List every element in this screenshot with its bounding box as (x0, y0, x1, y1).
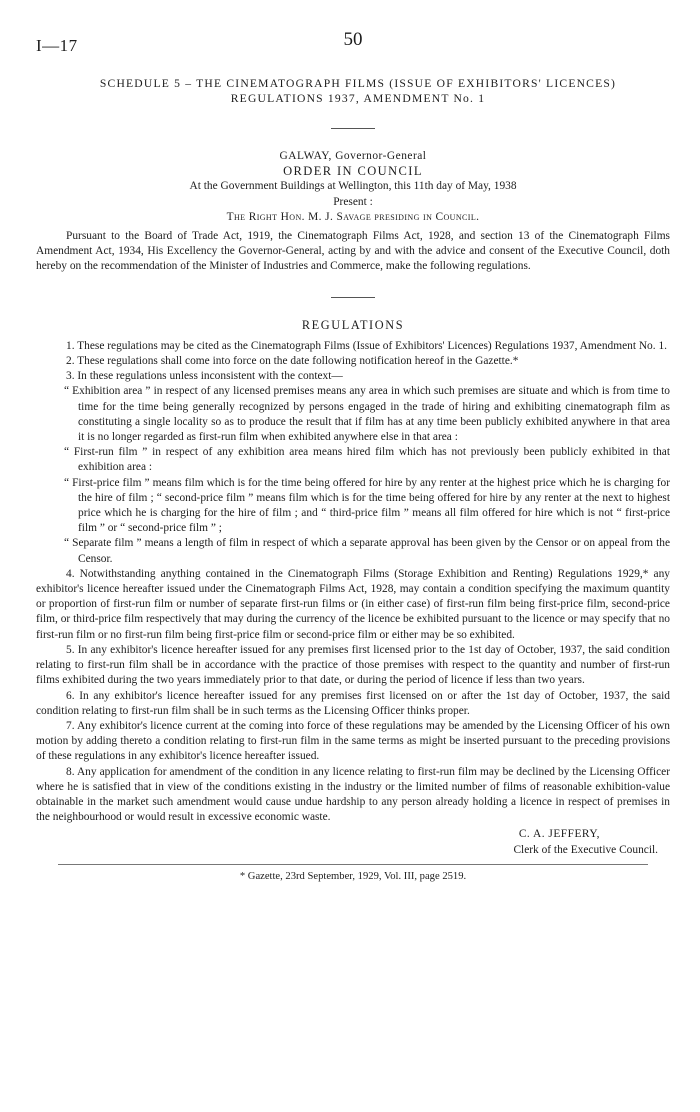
signature-name: C. A. JEFFERY, (518, 828, 600, 841)
definition-exhibition-area: “ Exhibition area ” in respect of any licensed premises means any area in which such premises are situate and which is from time to time for the time being generally recognized by persons engaged in the trade of hiring and exhibiting cinematograph film as constituting a single locality so as to produce the result that if film has at any time been publicly exhibited anywhere in that area it is no longer regarded as first-run film when exhibited anywhere else in that area : (64, 385, 670, 444)
governor-line: GALWAY, Governor-General (279, 150, 427, 162)
footnote: * Gazette, 23rd September, 1929, Vol. III, page 2519. (239, 870, 467, 882)
footnote-divider (58, 864, 648, 865)
schedule-title (36, 76, 670, 106)
regulations-heading: REGULATIONS (301, 317, 405, 332)
place-date-line: At the Government Buildings at Wellington, this 11th day of May, 1938 (189, 180, 517, 193)
regulation-4: 4. Notwithstanding anything contained in the Cinematograph Films (Storage Exhibition and Renting) Regulations 1929,* any exhibitor's licence hereafter issued under the Cinematograph Films Act, 1928, may contain a condition specifying the maximum quantity or proportion of first-run film or number of separate first-run films or (in either case) of first-run film being first-price film, second-price film, or third-price film respectively that may during the currency of the licence be exhibited pursuant to the licence or may specify that no first-run film or no first-run film being first-price film or second-price film or either may be so exhibited. (36, 567, 670, 641)
divider (331, 297, 375, 298)
schedule-title-line-1: SCHEDULE 5 – THE CINEMATOGRAPH FILMS (ISSUE OF EXHIBITORS' LICENCES) (99, 77, 617, 90)
regulation-3: 3. In these regulations unless inconsistent with the context— (66, 370, 343, 383)
regulation-2: 2. These regulations shall come into force on the date following notification hereof in the Gazette.* (66, 355, 519, 368)
order-heading: ORDER IN COUNCIL (283, 164, 423, 179)
divider (331, 128, 375, 129)
page-header (36, 29, 670, 68)
signature-title: Clerk of the Executive Council. (513, 843, 658, 856)
preamble-paragraph: Pursuant to the Board of Trade Act, 1919, the Cinematograph Films Act, 1928, and section 13 of the Cinematograph Films Amendment Act, 1934, His Excellency the Governor-General, acting by and with the advice and consent of the Executive Council, doth hereby on the recommendation of the Minister of Industries and Commerce, make the following regulations. (36, 230, 670, 273)
regulation-5: 5. In any exhibitor's licence hereafter issued for any premises first licensed prior to the 1st day of October, 1937, the said condition relating to first-run film shall be in accordance with the practice of those premises with respect to the quantity and number of first-run films exhibited during the two years immediately prior to that date, or during the period of licence if less than two years. (36, 643, 670, 687)
regulation-1: 1. These regulations may be cited as the Cinematograph Films (Issue of Exhibitors' Licences) Regulations 1937, Amendment No. 1. (66, 339, 667, 352)
definition-first-run-film: “ First-run film ” in respect of any exhibition area means hired film which has not previously been publicly exhibited in that exhibition area : (64, 446, 670, 474)
presiding-line: The Right Hon. M. J. Savage presiding in Council. (226, 210, 480, 223)
regulation-8: 8. Any application for amendment of the condition in any licence relating to first-run film may be declined by the Licensing Officer where he is satisfied that in view of the conditions existing in the industry or the limited number of films of reasonable exhibition-value obtainable in the market such amendment would cause undue hardship to any person already holding a licence in respect of premises in the neighbourhood or would result in excessive economic waste. (36, 765, 670, 824)
definition-first-price-film: “ First-price film ” means film which is for the time being offered for hire by any renter at the highest price which he is charging for the hire of film ; “ second-price film ” means film which is for the time being offered for hire by any renter at the next to highest price which he is charging for the hire of film ; and “ third-price film ” means all film offered for hire which is not “ first-price film ” or “ second-price film ” ; (64, 476, 670, 535)
page-reference: I—17 (36, 36, 78, 55)
page-number: 50 (343, 29, 363, 50)
regulation-7: 7. Any exhibitor's licence current at the coming into force of these regulations may be amended by the Licensing Officer of his own motion by adding thereto a condition relating to first-run film in the same terms as might be inserted pursuant to the preceding provisions of these regulations in any exhibitor's licence hereafter issued. (36, 719, 670, 763)
present-line: Present : (333, 195, 373, 208)
schedule-title-line-2: REGULATIONS 1937, AMENDMENT No. 1 (230, 92, 486, 105)
definition-separate-film: “ Separate film ” means a length of film in respect of which a separate approval has been given by the Censor or on appeal from the Censor. (64, 537, 670, 565)
regulation-6: 6. In any exhibitor's licence hereafter issued for any premises first licensed on or after the 1st day of October, 1937, the said condition relating to first-run film shall be in such terms as the Licensing Officer thinks proper. (36, 689, 670, 717)
